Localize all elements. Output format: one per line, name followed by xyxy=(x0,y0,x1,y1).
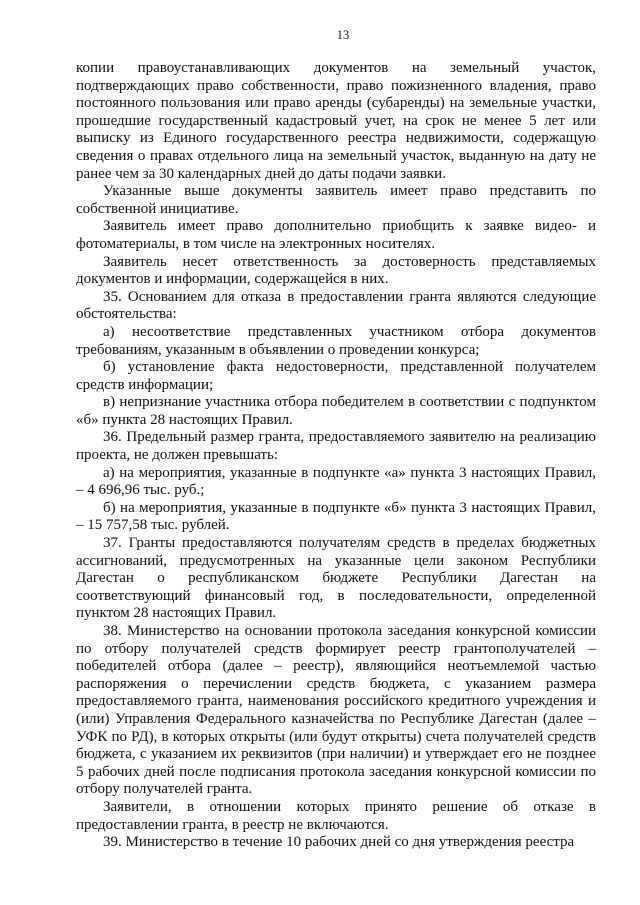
paragraph-35v: в) непризнание участника отбора победителем в соответствии с подпунктом «б» пункта 28 настоящих Правил. xyxy=(76,394,596,428)
paragraph-39: 39. Министерство в течение 10 рабочих дней со дня утверждения реестра xyxy=(103,834,575,851)
paragraph-refusal: Заявители, в отношении которых принято решение об отказе в предоставлении гранта, в реестр не включаются. xyxy=(76,798,596,833)
paragraph-36: 36. Предельный размер гранта, предоставляемого заявителю на реализацию проекта, не должен превышать: xyxy=(76,429,596,464)
paragraph-responsibility: Заявитель несет ответственность за достоверность представляемых документов и информации, содержащейся в них. xyxy=(76,253,596,288)
paragraph-35a: а) несоответствие представленных участником отбора документов требованиям, указанным в объявлении о проведении конкурса; xyxy=(76,323,596,358)
page-number: 13 xyxy=(336,28,350,42)
paragraph-38: 38. Министерство на основании протокола заседания конкурсной комиссии по отбору получателей средств формирует реестр грантополучателей – победителей отбора (далее – реестр), являющийся неотъемлемой частью распоряжения о перечислении средств бюджета, с указанием размера предоставляемого гранта, наименования российского кредитного учреждения и (или) Управления Федерального казначейства по Республике Дагестан (далее – УФК по РД), в которых открыты (или будут открыты) счета получателей средств бюджета, с указанием их реквизитов (при наличии) и утверждает его не позднее 5 рабочих дней после подписания протокола заседания конкурсной комиссии по отбору получателей гранта. xyxy=(76,623,596,798)
paragraph-36a: а) на мероприятия, указанные в подпункте «а» пункта 3 настоящих Правил, – 4 696,96 тыс. руб.; xyxy=(76,464,596,499)
paragraph-own-initiative: Указанные выше документы заявитель имеет право представить по собственной инициативе. xyxy=(76,183,596,217)
paragraph-35b: б) установление факта недостоверности, представленной получателем средств информации; xyxy=(76,359,596,393)
paragraph-media-materials: Заявитель имеет право дополнительно приобщить к заявке видео- и фотоматериалы, в том числе на электронных носителях. xyxy=(76,218,596,252)
paragraph-37: 37. Гранты предоставляются получателям средств в пределах бюджетных ассигнований, предусмотренных на указанные цели законом Республики Дагестан о республиканском бюджете Республики Дагестан на соответствующий финансовый год, в последовательности, определенной пунктом 28 настоящих Правил. xyxy=(76,535,596,622)
paragraph-35: 35. Основанием для отказа в предоставлении гранта являются следующие обстоятельства: xyxy=(76,288,596,323)
document-body xyxy=(76,60,596,852)
paragraph-documents-list: копии правоустанавливающих документов на земельный участок, подтверждающих право собственности, право пожизненного владения, право постоянного пользования или право аренды (субаренды) на земельные участки, прошедшие государственный кадастровый учет, на срок не менее 5 лет или выписку из Единого государственного реестра недвижимости, содержащую сведения о правах отдельного лица на земельный участок, выданную на дату не ранее чем за 30 календарных дней до даты подачи заявки. xyxy=(76,60,596,182)
paragraph-36b: б) на мероприятия, указанные в подпункте «б» пункта 3 настоящих Правил, – 15 757,58 тыс. рублей. xyxy=(76,499,596,534)
